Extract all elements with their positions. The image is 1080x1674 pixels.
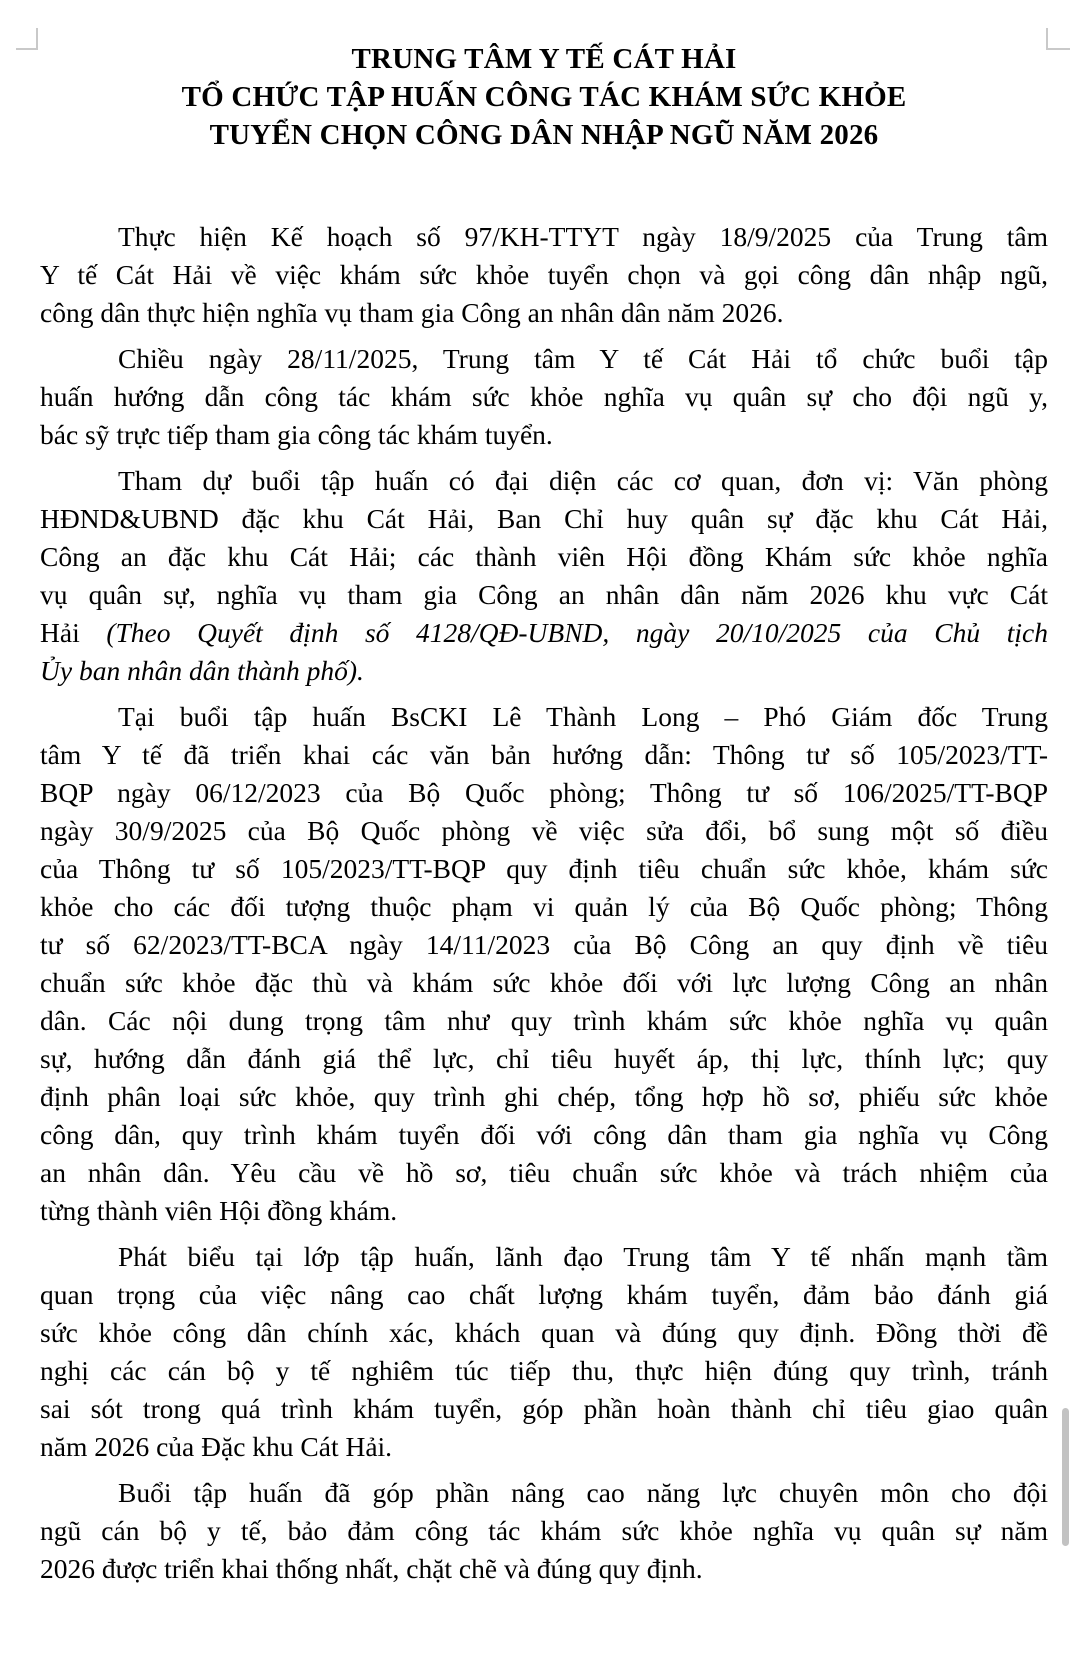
text-line: [40, 500, 1048, 538]
text-line: [40, 576, 1048, 614]
paragraph: [40, 1474, 1048, 1588]
text-segment: ngày 30/9/2025 của Bộ Quốc phòng về việc sửa đổi, bổ sung một số điều: [40, 815, 1048, 846]
text-segment: huấn hướng dẫn công tác khám sức khỏe nghĩa vụ quân sự cho đội ngũ y,: [40, 381, 1048, 412]
text-line: [40, 964, 1048, 1002]
text-boundary-mark-top-right: [1046, 28, 1070, 50]
text-line: [40, 1314, 1048, 1352]
text-line: [40, 652, 1048, 690]
paragraph: [40, 462, 1048, 690]
text-line: [40, 614, 1048, 652]
text-segment: 2026 được triển khai thống nhất, chặt chẽ và đúng quy định.: [40, 1553, 703, 1584]
text-line: [40, 378, 1048, 416]
document-body: [40, 218, 1048, 1596]
text-line: [40, 1116, 1048, 1154]
text-segment: tư số 62/2023/TT-BCA ngày 14/11/2023 của Bộ Công an quy định về tiêu: [40, 929, 1048, 960]
text-line: [40, 1154, 1048, 1192]
paragraph: [40, 340, 1048, 454]
text-line: [40, 736, 1048, 774]
text-line: [40, 1040, 1048, 1078]
text-line: [40, 1428, 1048, 1466]
text-line: [40, 1390, 1048, 1428]
text-segment: Tham dự buổi tập huấn có đại diện các cơ quan, đơn vị: Văn phòng: [118, 465, 1048, 496]
text-segment: sự, hướng dẫn đánh giá thể lực, chỉ tiêu huyết áp, thị lực, thính lực; quy: [40, 1043, 1048, 1074]
text-segment: công dân thực hiện nghĩa vụ tham gia Công an nhân dân năm 2026.: [40, 297, 784, 328]
text-segment: công dân, quy trình khám tuyển đối với công dân tham gia nghĩa vụ Công: [40, 1119, 1048, 1150]
text-line: [40, 1512, 1048, 1550]
title-line-1: TRUNG TÂM Y TẾ CÁT HẢI: [351, 43, 737, 75]
text-segment: HĐND&UBND đặc khu Cát Hải, Ban Chỉ huy quân sự đặc khu Cát Hải,: [40, 503, 1048, 534]
title-line-2: TỔ CHỨC TẬP HUẤN CÔNG TÁC KHÁM SỨC KHỎE: [181, 81, 907, 113]
text-segment: ngũ cán bộ y tế, bảo đảm công tác khám sức khỏe nghĩa vụ quân sự năm: [40, 1515, 1048, 1546]
text-segment: tâm Y tế đã triển khai các văn bản hướng dẫn: Thông tư số 105/2023/TT-: [40, 739, 1048, 770]
text-segment: bác sỹ trực tiếp tham gia công tác khám tuyển.: [40, 419, 553, 450]
text-line: [40, 1276, 1048, 1314]
text-segment: Y tế Cát Hải về việc khám sức khỏe tuyển chọn và gọi công dân nhập ngũ,: [40, 259, 1048, 290]
paragraph: [40, 218, 1048, 332]
text-segment: vụ quân sự, nghĩa vụ tham gia Công an nhân dân năm 2026 khu vực Cát: [40, 579, 1048, 610]
text-line: [40, 888, 1048, 926]
text-segment: quan trọng của việc nâng cao chất lượng khám tuyển, đảm bảo đánh giá: [40, 1279, 1048, 1310]
paragraph: [40, 698, 1048, 1230]
text-segment: nghị các cán bộ y tế nghiêm túc tiếp thu, thực hiện đúng quy trình, tránh: [40, 1355, 1048, 1386]
text-segment: Chiều ngày 28/11/2025, Trung tâm Y tế Cát Hải tổ chức buổi tập: [118, 343, 1048, 374]
text-segment: Buổi tập huấn đã góp phần nâng cao năng lực chuyên môn cho đội: [118, 1477, 1048, 1508]
text-segment: định phân loại sức khỏe, quy trình ghi chép, tổng hợp hồ sơ, phiếu sức khỏe: [40, 1081, 1048, 1112]
text-segment: an nhân dân. Yêu cầu về hồ sơ, tiêu chuẩn sức khỏe và trách nhiệm của: [40, 1157, 1048, 1188]
text-segment: Công an đặc khu Cát Hải; các thành viên Hội đồng Khám sức khỏe nghĩa: [40, 541, 1048, 572]
paragraph: [40, 1238, 1048, 1466]
scrollbar-thumb[interactable]: [1062, 1408, 1069, 1546]
text-segment: khỏe cho các đối tượng thuộc phạm vi quản lý của Bộ Quốc phòng; Thông: [40, 891, 1048, 922]
text-line: [40, 812, 1048, 850]
text-line: [40, 416, 1048, 454]
text-line: [40, 218, 1048, 256]
document-title: [40, 40, 1048, 154]
italic-text-segment: Ủy ban nhân dân thành phố).: [40, 655, 364, 686]
text-segment: của Thông tư số 105/2023/TT-BQP quy định tiêu chuẩn sức khỏe, khám sức: [40, 853, 1048, 884]
text-line: [40, 926, 1048, 964]
text-line: [40, 340, 1048, 378]
text-line: [40, 1474, 1048, 1512]
text-segment: từng thành viên Hội đồng khám.: [40, 1195, 398, 1226]
text-line: [40, 256, 1048, 294]
text-line: [40, 462, 1048, 500]
text-line: [40, 1238, 1048, 1276]
text-segment: chuẩn sức khỏe đặc thù và khám sức khỏe đối với lực lượng Công an nhân: [40, 967, 1048, 998]
text-line: [40, 1192, 1048, 1230]
title-line-3: TUYỂN CHỌN CÔNG DÂN NHẬP NGŨ NĂM 2026: [209, 119, 879, 151]
text-segment: năm 2026 của Đặc khu Cát Hải.: [40, 1431, 393, 1462]
italic-text-segment: (Theo Quyết định số 4128/QĐ-UBND, ngày 20/10/2025 của Chủ tịch: [106, 617, 1048, 648]
text-segment: Hải: [40, 617, 107, 648]
text-line: [40, 538, 1048, 576]
text-boundary-mark-top-left: [16, 28, 38, 50]
text-line: [40, 1550, 1048, 1588]
text-line: [40, 698, 1048, 736]
text-segment: Tại buổi tập huấn BsCKI Lê Thành Long – Phó Giám đốc Trung: [118, 701, 1048, 732]
text-segment: Phát biểu tại lớp tập huấn, lãnh đạo Trung tâm Y tế nhấn mạnh tầm: [118, 1241, 1048, 1272]
text-line: [40, 1078, 1048, 1116]
text-segment: sức khỏe công dân chính xác, khách quan và đúng quy định. Đồng thời đề: [40, 1317, 1048, 1348]
text-line: [40, 1002, 1048, 1040]
text-segment: sai sót trong quá trình khám tuyển, góp phần hoàn thành chỉ tiêu giao quân: [40, 1393, 1048, 1424]
text-line: [40, 1352, 1048, 1390]
text-line: [40, 294, 1048, 332]
text-line: [40, 850, 1048, 888]
text-line: [40, 774, 1048, 812]
text-segment: dân. Các nội dung trọng tâm như quy trình khám sức khỏe nghĩa vụ quân: [40, 1005, 1048, 1036]
text-segment: BQP ngày 06/12/2023 của Bộ Quốc phòng; Thông tư số 106/2025/TT-BQP: [40, 777, 1048, 808]
text-segment: Thực hiện Kế hoạch số 97/KH-TTYT ngày 18/9/2025 của Trung tâm: [118, 221, 1048, 252]
